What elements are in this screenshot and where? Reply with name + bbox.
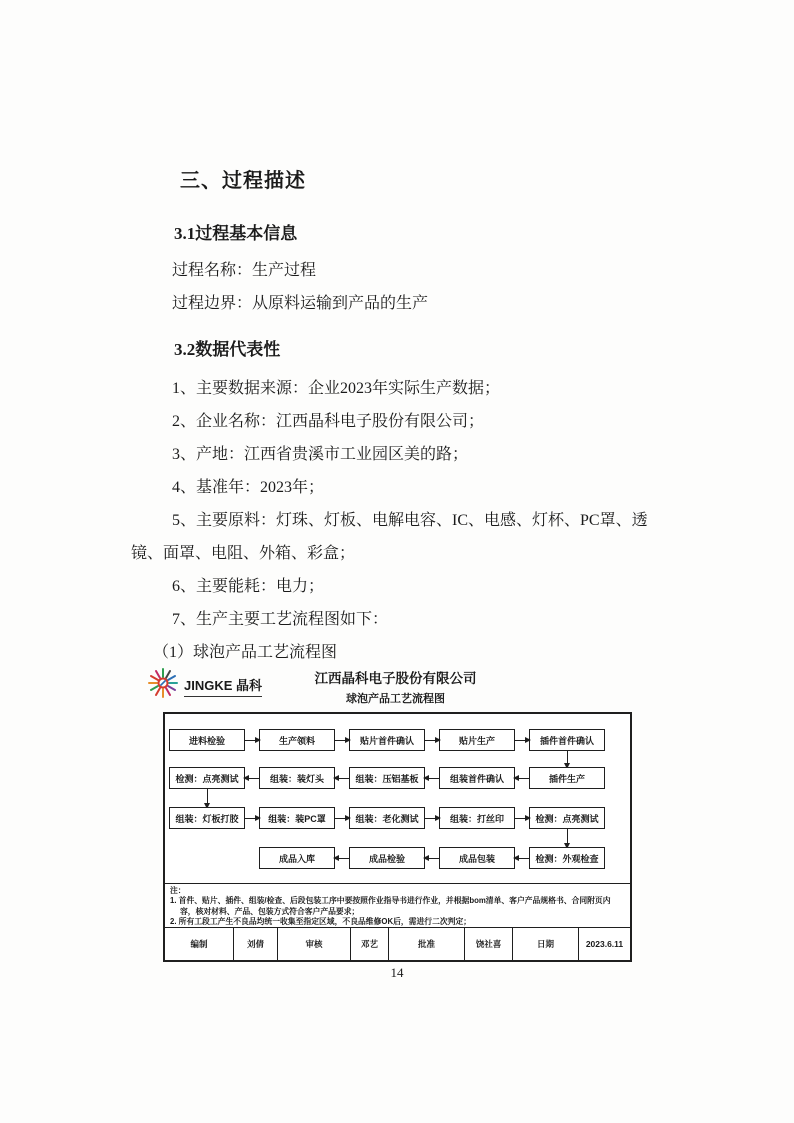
process-flowchart: [163, 712, 632, 962]
approval-prepared-by-name: 刘倩: [233, 928, 277, 960]
approval-label-approved-by: 批准: [388, 928, 464, 960]
arrow-right-icon: [425, 740, 439, 741]
brand-name: JINGKE 晶科: [184, 675, 262, 697]
flow-step-r4-c4: 成品包装: [439, 847, 515, 869]
note-line-1: 1. 首件、贴片、插件、组装/检查、后段包装工序中要按照作业指导书进行作业，并根据bom清单、客户产品规格书、合同附页内容，核对材料、产品、包装方式符合客户产品要求；: [170, 896, 611, 916]
flow-step-r4-c2: 成品入库: [259, 847, 335, 869]
list-item-4: 4、基准年：2023年；: [172, 479, 325, 496]
approval-label-date: 日期: [512, 928, 578, 960]
flow-step-r4-c5: 检测：外观检查: [529, 847, 605, 869]
list-item-fig-caption: （1）球泡产品工艺流程图: [153, 644, 338, 661]
flowchart-company-name: 江西晶科电子股份有限公司: [314, 671, 477, 686]
approval-reviewed-by-name: 邓艺: [350, 928, 388, 960]
arrow-left-icon: [335, 858, 349, 859]
flowchart-notes: [165, 883, 630, 927]
flow-step-r3-c2: 组装：装PC罩: [259, 807, 335, 829]
page-title: 三、过程描述: [180, 170, 306, 192]
approval-label-reviewed-by: 审核: [277, 928, 350, 960]
flow-step-r3-c3: 组装：老化测试: [349, 807, 425, 829]
list-item-7: 7、生产主要工艺流程图如下：: [172, 611, 389, 628]
flow-step-r3-c5: 检测：点亮测试: [529, 807, 605, 829]
paragraph-process-boundary: 过程边界：从原料运输到产品的生产: [172, 295, 429, 312]
approval-approved-by-name: 饶社喜: [464, 928, 512, 960]
list-item-2: 2、企业名称：江西晶科电子股份有限公司；: [172, 413, 485, 430]
flowchart-title: 球泡产品工艺流程图: [346, 693, 445, 705]
flow-step-r3-c1: 组装：灯板打胶: [169, 807, 245, 829]
arrow-right-icon: [515, 740, 529, 741]
arrow-right-icon: [425, 818, 439, 819]
arrow-left-icon: [515, 858, 529, 859]
arrow-left-icon: [245, 778, 259, 779]
approval-table: [165, 927, 630, 960]
flow-step-r1-c4: 贴片生产: [439, 729, 515, 751]
section-heading-3-1: 3.1过程基本信息: [174, 224, 298, 243]
approval-label-prepared-by: 编制: [190, 939, 208, 949]
list-item-5: 5、主要原料：灯珠、灯板、电解电容、IC、电感、灯杯、PC罩、透镜、面罩、电阻、外箱、彩盒；: [131, 512, 648, 562]
page-number: 14: [390, 965, 404, 980]
section-heading-3-2: 3.2数据代表性: [174, 340, 281, 359]
arrow-down-icon: [567, 829, 568, 847]
flow-step-r4-c3: 成品检验: [349, 847, 425, 869]
note-line-2: 2. 所有工段工产生不良品均统一收集至指定区域，不良品维修OK后，需进行二次判定；: [170, 916, 472, 926]
arrow-down-icon: [567, 751, 568, 767]
arrow-right-icon: [515, 818, 529, 819]
flow-step-r2-c2: 组装：装灯头: [259, 767, 335, 789]
flow-step-r1-c2: 生产领料: [259, 729, 335, 751]
flow-step-r2-c1: 检测：点亮测试: [169, 767, 245, 789]
paragraph-process-name: 过程名称：生产过程: [172, 262, 317, 279]
notes-label: 注：: [170, 886, 186, 895]
flow-step-r1-c5: 插件首件确认: [529, 729, 605, 751]
arrow-left-icon: [425, 778, 439, 779]
arrow-left-icon: [515, 778, 529, 779]
arrow-right-icon: [245, 818, 259, 819]
arrow-down-icon: [207, 789, 208, 807]
flow-step-r2-c5: 插件生产: [529, 767, 605, 789]
data-representativeness-list: [131, 372, 668, 669]
arrow-right-icon: [335, 818, 349, 819]
flow-step-r1-c1: 进料检验: [169, 729, 245, 751]
arrow-left-icon: [335, 778, 349, 779]
list-item-3: 3、产地：江西省贵溪市工业园区美的路；: [172, 446, 469, 463]
flow-step-r2-c3: 组装：压铝基板: [349, 767, 425, 789]
list-item-1: 1、主要数据来源：企业2023年实际生产数据；: [172, 380, 501, 397]
arrow-right-icon: [245, 740, 259, 741]
flow-step-r2-c4: 组装首件确认: [439, 767, 515, 789]
list-item-6: 6、主要能耗：电力；: [172, 578, 325, 595]
arrow-right-icon: [335, 740, 349, 741]
arrow-left-icon: [425, 858, 439, 859]
approval-date-value: 2023.6.11: [578, 928, 630, 960]
flow-step-r1-c3: 贴片首件确认: [349, 729, 425, 751]
flow-step-r3-c4: 组装：打丝印: [439, 807, 515, 829]
